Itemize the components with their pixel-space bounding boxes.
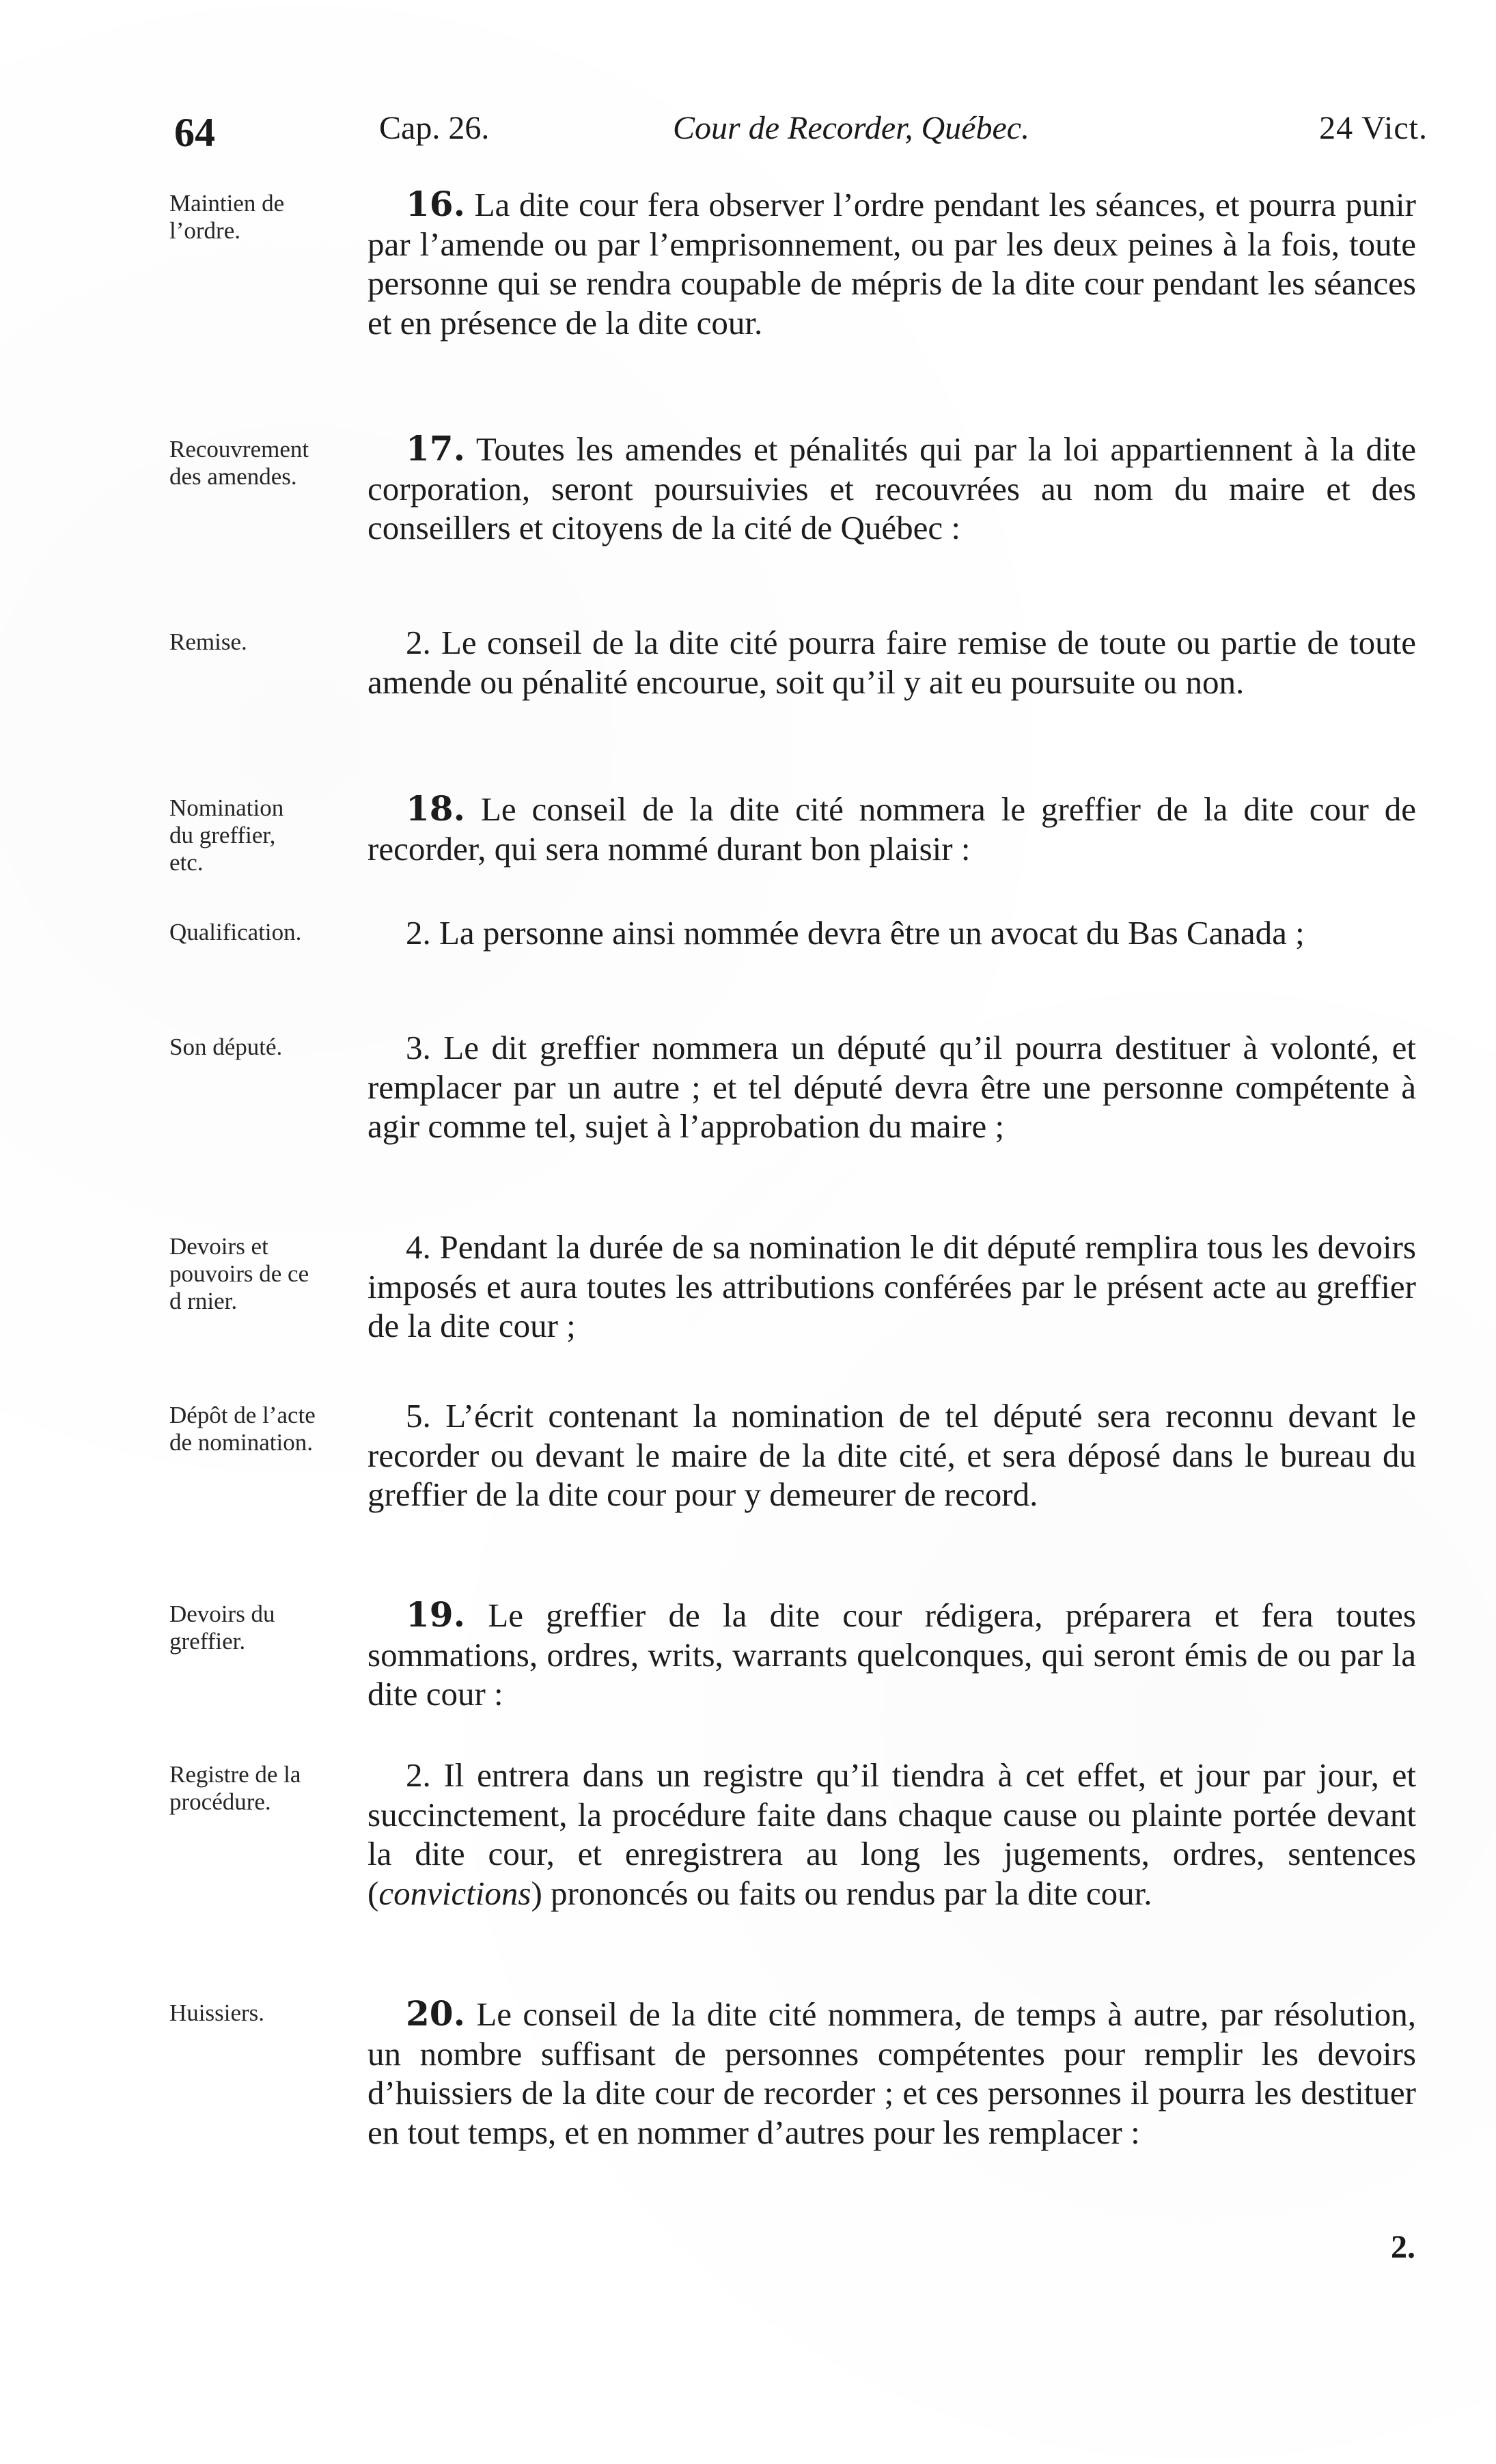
- subsection-number: 2.: [406, 1756, 431, 1794]
- section-number: 20.: [406, 1993, 465, 2034]
- margin-note: Devoirs du greffier.: [169, 1601, 275, 1655]
- margin-note: Son député.: [169, 1034, 283, 1060]
- section-paragraph: [368, 913, 1416, 953]
- section-number: 17.: [406, 428, 465, 469]
- section-text-continued: ) prononcés ou faits ou rendus par la dite cour.: [531, 1874, 1152, 1912]
- section-paragraph: [368, 1756, 1416, 1913]
- section-number: 16.: [406, 184, 465, 224]
- section-text: Le conseil de la dite cité nommera, de temps à autre, par résolution, un nombre suffisant de personnes compétentes pour remplir les devoirs d’huissiers de la dite cour de recorder ; et ces personnes il pourra les destituer en tout temps, et en nommer d’autres pour les remplacer :: [368, 1995, 1416, 2151]
- section-text: Il entrera dans un registre qu’il tiendra à cet effet, et jour par jour, et succinctement, la procédure faite dans chaque cause ou plainte portée devant la dite cour, et enregistrera au long les jugements, ordres, sentences (: [368, 1756, 1416, 1912]
- section-text: Pendant la durée de sa nomination le dit député remplira tous les devoirs imposés et aura toutes les attributions conférées par le présent acte au greffier de la dite cour ;: [368, 1228, 1416, 1344]
- subsection-number: 2.: [406, 914, 431, 952]
- margin-note: Maintien de l’ordre.: [169, 190, 285, 244]
- section-paragraph: [368, 429, 1416, 548]
- regnal-year: 24 Vict.: [1319, 110, 1428, 146]
- section-text: Toutes les amendes et pénalités qui par la loi appartiennent à la dite corporation, seront poursuivies et recouvrées au nom du maire et des conseillers et citoyens de la cité de Québec :: [368, 430, 1416, 546]
- section-text: Le conseil de la dite cité nommera le greffier de la dite cour de recorder, qui sera nommé durant bon plaisir :: [368, 790, 1416, 868]
- catchword: 2.: [1391, 2229, 1415, 2265]
- subsection-number: 2.: [406, 624, 431, 661]
- running-title: Cour de Recorder, Québec.: [673, 110, 1030, 146]
- italic-term: convictions: [378, 1874, 531, 1912]
- section-paragraph: [368, 623, 1416, 702]
- page-number: 64: [174, 110, 215, 155]
- margin-note: Nomination du greffier, etc.: [169, 794, 284, 876]
- section-paragraph: [368, 1595, 1416, 1714]
- section-text: Le conseil de la dite cité pourra faire remise de toute ou partie de toute amende ou pénalité encourue, soit qu’il y ait eu poursuite ou non.: [368, 624, 1416, 701]
- section-text: Le dit greffier nommera un député qu’il pourra destituer à volonté, et remplacer par un autre ; et tel député devra être une personne compétente à agir comme tel, sujet à l’approbation du maire ;: [368, 1029, 1416, 1145]
- section-text: La personne ainsi nommée devra être un avocat du Bas Canada ;: [430, 914, 1305, 952]
- margin-note: Recouvrement des amendes.: [169, 436, 309, 490]
- section-text: La dite cour fera observer l’ordre pendant les séances, et pourra punir par l’amende ou par l’emprisonnement, ou par les deux peines à la fois, toute personne qui se rendra coupable de mépris de la dite cour pendant les séances et en présence de la dite cour.: [368, 186, 1416, 342]
- section-paragraph: [368, 1228, 1416, 1346]
- margin-note: Dépôt de l’acte de nomination.: [169, 1402, 316, 1456]
- section-text: L’écrit contenant la nomination de tel député sera reconnu devant le recorder ou devant le maire de la dite cité, et sera déposé dans le bureau du greffier de la dite cour pour y demeurer de record.: [368, 1397, 1416, 1513]
- section-number: 18.: [406, 788, 465, 829]
- subsection-number: 4.: [406, 1228, 431, 1266]
- section-paragraph: [368, 184, 1416, 342]
- margin-note: Registre de la procédure.: [169, 1761, 301, 1815]
- margin-note: Qualification.: [169, 919, 302, 945]
- section-paragraph: [368, 1396, 1416, 1514]
- section-text: Le greffier de la dite cour rédigera, préparera et fera toutes sommations, ordres, writs, warrants quelconques, qui seront émis de ou par la dite cour :: [368, 1596, 1416, 1713]
- margin-note: Huissiers.: [169, 1999, 265, 2026]
- running-header: [174, 109, 1428, 164]
- margin-note: Remise.: [169, 628, 247, 655]
- section-paragraph: [368, 1994, 1416, 2152]
- subsection-number: 5.: [406, 1397, 431, 1435]
- subsection-number: 3.: [406, 1029, 431, 1066]
- section-paragraph: [368, 789, 1416, 868]
- margin-note: Devoirs et pouvoirs de ce d rnier.: [169, 1233, 309, 1314]
- chapter-label: Cap. 26.: [379, 110, 490, 146]
- section-number: 19.: [406, 1594, 465, 1635]
- section-paragraph: [368, 1028, 1416, 1146]
